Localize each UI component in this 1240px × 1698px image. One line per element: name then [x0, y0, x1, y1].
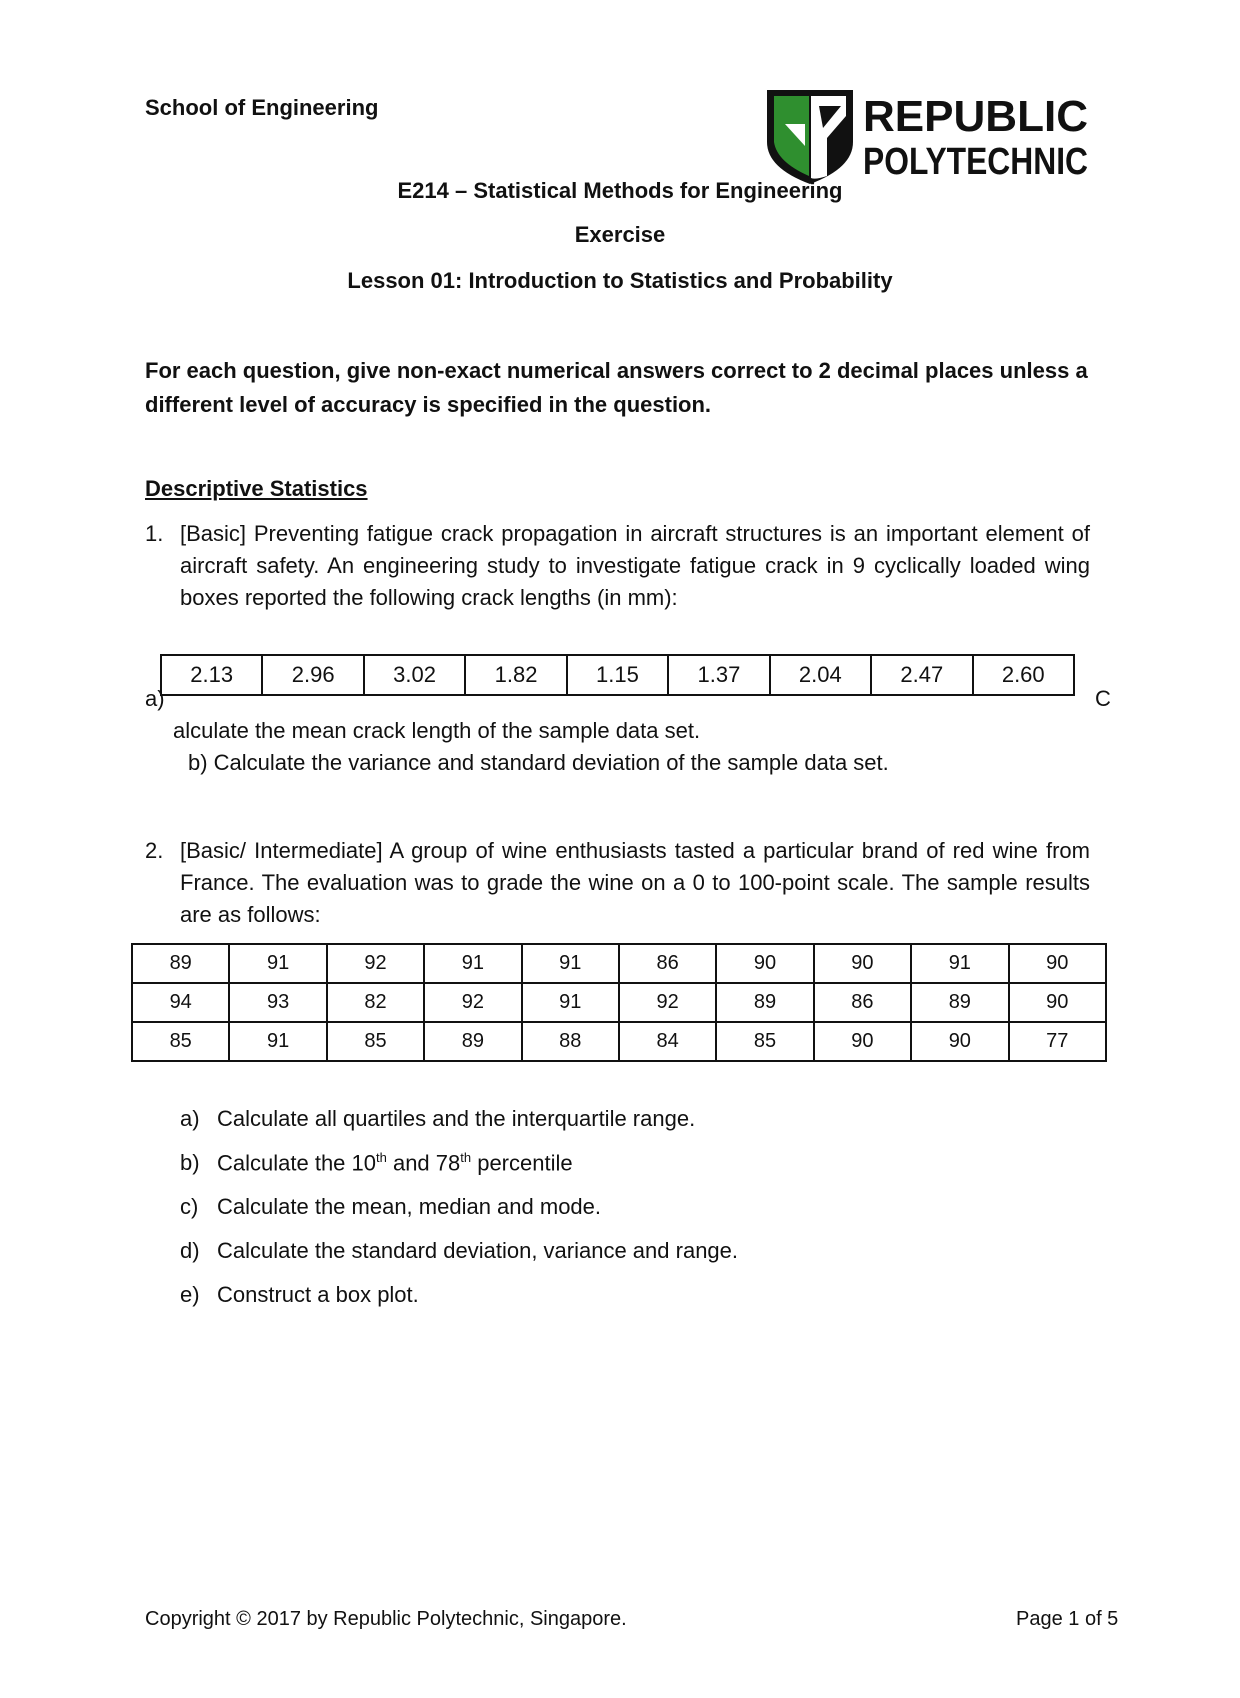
table-cell: 90 [814, 1022, 911, 1061]
q2-part-c-label: c) [180, 1194, 199, 1219]
question-1-text: [Basic] Preventing fatigue crack propagation in aircraft structures is an important element of aircraft safety. An engineering study to investigate fatigue crack in 9 cyclically loaded wing boxes reported the following crack lengths (in mm): [180, 521, 1090, 610]
table-cell: 3.02 [364, 655, 465, 695]
copyright: Copyright © 2017 by Republic Polytechnic, Singapore. [145, 1608, 627, 1630]
table-cell: 1.82 [465, 655, 566, 695]
document-type: Exercise [574, 222, 666, 247]
table-cell: 89 [716, 983, 813, 1022]
logo-line-1: REPUBLIC [863, 92, 1088, 141]
q2-part-e-text: Construct a box plot. [217, 1282, 419, 1307]
table-row [161, 655, 1074, 695]
logo-line-2: POLYTECHNIC [863, 141, 1088, 183]
table-cell: 94 [132, 983, 229, 1022]
table-cell: 91 [229, 1022, 326, 1061]
wine-scores-table [131, 943, 1107, 1062]
q2-part-d-text: Calculate the standard deviation, variance and range. [217, 1238, 739, 1263]
table-cell: 1.37 [668, 655, 769, 695]
table-cell: 90 [716, 944, 813, 983]
table-cell: 85 [327, 1022, 424, 1061]
table-cell: 89 [424, 1022, 521, 1061]
q2-part-b-sup1: th [376, 1150, 387, 1165]
table-cell: 92 [619, 983, 716, 1022]
question-2-number: 2. [145, 838, 164, 863]
section-title: Descriptive Statistics [145, 476, 368, 501]
table-cell: 89 [132, 944, 229, 983]
q2-part-c-text: Calculate the mean, median and mode. [217, 1194, 602, 1219]
q1-part-b-text: b) Calculate the variance and standard deviation of the sample data set. [188, 750, 889, 775]
lesson-title: Lesson 01: Introduction to Statistics and Probability [347, 268, 893, 293]
q2-part-b-label: b) [180, 1150, 200, 1175]
q2-part-a-label: a) [180, 1106, 200, 1131]
crack-length-table [160, 654, 1075, 696]
question-1-number: 1. [145, 521, 164, 546]
q2-part-b-post: percentile [471, 1150, 573, 1176]
q2-part-b-sup2: th [460, 1150, 472, 1165]
course-title: E214 – Statistical Methods for Engineering [397, 178, 843, 203]
table-cell: 2.47 [871, 655, 972, 695]
q2-part-d-label: d) [180, 1238, 200, 1263]
table-cell: 90 [911, 1022, 1008, 1061]
q1-part-a-text: alculate the mean crack length of the sample data set. [173, 718, 701, 743]
instructions: For each question, give non-exact numerical answers correct to 2 decimal places unless a different level of accuracy is specified in the question. [145, 358, 1088, 417]
table-cell: 90 [814, 944, 911, 983]
table-cell: 84 [619, 1022, 716, 1061]
page-number: Page 1 of 5 [1016, 1608, 1119, 1630]
table-cell: 82 [327, 983, 424, 1022]
table-cell: 92 [424, 983, 521, 1022]
q1-part-a-label: a) [145, 686, 165, 711]
table-cell: 86 [814, 983, 911, 1022]
q2-part-a-text: Calculate all quartiles and the interquartile range. [217, 1106, 696, 1131]
table-cell: 91 [911, 944, 1008, 983]
table-cell: 91 [229, 944, 326, 983]
q2-part-e-label: e) [180, 1282, 200, 1307]
table-row [132, 983, 1106, 1022]
table-cell: 93 [229, 983, 326, 1022]
table-cell: 91 [522, 944, 619, 983]
table-cell: 2.60 [973, 655, 1075, 695]
table-cell: 85 [132, 1022, 229, 1061]
table-cell: 1.15 [567, 655, 668, 695]
table-cell: 88 [522, 1022, 619, 1061]
school-name: School of Engineering [145, 95, 379, 120]
table-cell: 91 [522, 983, 619, 1022]
table-cell: 91 [424, 944, 521, 983]
table-cell: 85 [716, 1022, 813, 1061]
table-cell: 86 [619, 944, 716, 983]
table-cell: 2.04 [770, 655, 871, 695]
q2-part-b-mid: and 78 [386, 1150, 461, 1176]
table-cell: 90 [1009, 983, 1106, 1022]
table-cell: 77 [1009, 1022, 1106, 1061]
republic-polytechnic-logo [765, 86, 1095, 186]
shield-icon [765, 86, 1095, 186]
table-cell: 89 [911, 983, 1008, 1022]
table-row [132, 944, 1106, 983]
table-cell: 2.96 [262, 655, 363, 695]
table-cell: 90 [1009, 944, 1106, 983]
table-cell: 2.13 [161, 655, 262, 695]
q1-part-a-c: C [1095, 686, 1111, 711]
table-cell: 92 [327, 944, 424, 983]
question-2-text: [Basic/ Intermediate] A group of wine enthusiasts tasted a particular brand of red wine from France. The evaluation was to grade the wine on a 0 to 100-point scale. The sample results are as follows: [180, 838, 1090, 927]
table-row [132, 1022, 1106, 1061]
q2-part-b-pre: Calculate the 10 [217, 1150, 376, 1176]
q2-part-b-text [217, 1150, 573, 1176]
